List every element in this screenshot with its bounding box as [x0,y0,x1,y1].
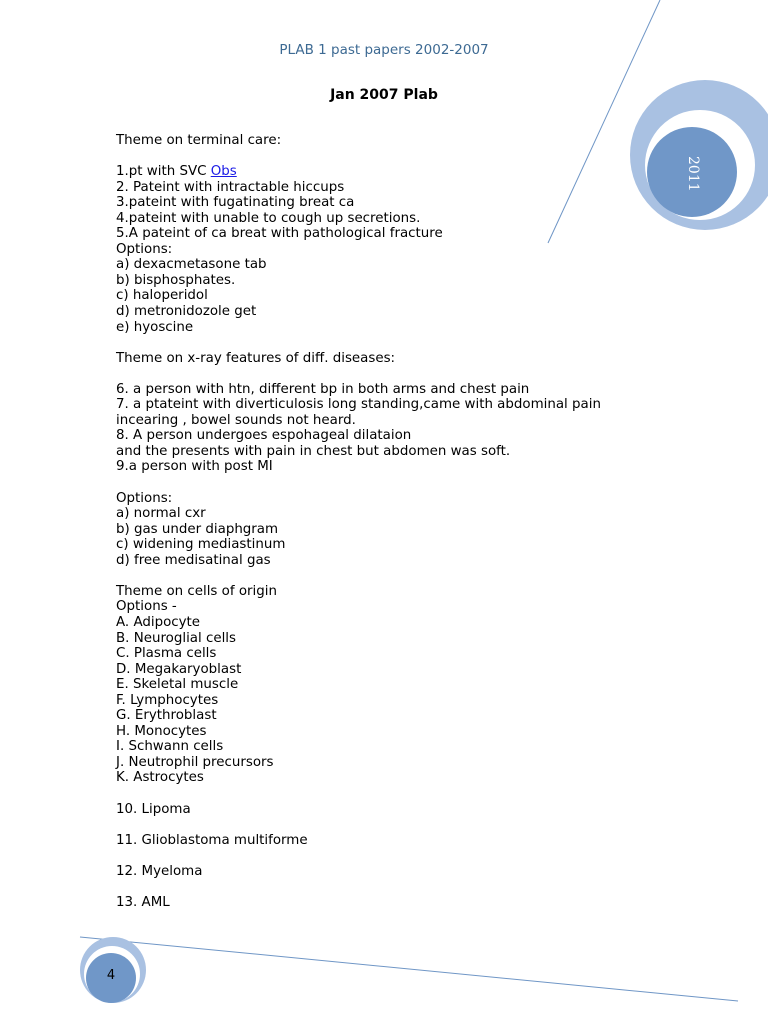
options-label: Options: [116,490,173,506]
options-label: Options - [116,599,177,615]
option-line: C. Plasma cells [116,646,217,662]
option-line: a) normal cxr [116,506,206,522]
theme-heading: Theme on terminal care: [116,133,282,148]
question-line: 6. a person with htn, different bp in both arms and chest pain [116,381,530,397]
option-line: a) dexacmetasone tab [116,257,267,273]
question-line: 10. Lipoma [116,801,191,817]
question-line: and the presents with pain in chest but abdomen was soft. [116,443,511,459]
footer-diagonal-line [80,937,738,1001]
option-line: K. Astrocytes [116,770,204,786]
theme-heading: Theme on cells of origin [116,583,277,599]
option-line: A. Adipocyte [116,614,201,630]
question-line: incearing , bowel sounds not heard. [116,412,356,428]
page-header: PLAB 1 past papers 2002-2007 [279,42,489,58]
question-line: 8. A person undergoes espohageal dilataion [116,428,412,444]
option-line: E. Skeletal muscle [116,677,239,693]
question-line: 3.pateint with fugatinating breat ca [116,195,355,211]
option-line: b) bisphosphates. [116,272,236,288]
option-line: I. Schwann cells [116,739,224,755]
question-line: 5.A pateint of ca breat with pathological fracture [116,226,443,242]
page-title: Jan 2007 Plab [330,87,438,103]
option-line: d) metronidozole get [116,304,257,320]
question-line: 7. a ptateint with diverticulosis long standing,came with abdominal pain [116,397,601,413]
option-line: G. Erythroblast [116,708,217,724]
question-line: 9.a person with post MI [116,459,273,475]
option-line: e) hyoscine [116,319,194,335]
question-line [116,164,676,180]
question-line: 13. AML [116,894,170,910]
question-text: 1.pt with SVC [116,164,211,180]
page-number: 4 [106,968,116,983]
option-line: d) free medisatinal gas [116,552,271,568]
year-badge: 2011 [685,156,701,192]
option-line: c) haloperidol [116,288,208,304]
question-line: 2. Pateint with intractable hiccups [116,179,345,195]
obs-link[interactable]: Obs [210,164,237,180]
question-line: 12. Myeloma [116,863,203,879]
question-line: 11. Glioblastoma multiforme [116,832,308,848]
option-line: b) gas under diaphgram [116,521,279,537]
option-line: F. Lymphocytes [116,692,219,708]
document-body [116,133,676,910]
option-line: B. Neuroglial cells [116,630,236,646]
option-line: H. Monocytes [116,723,207,739]
question-line: 4.pateint with unable to cough up secretions. [116,210,421,226]
option-line: D. Megakaryoblast [116,661,242,677]
option-line: J. Neutrophil precursors [116,754,274,770]
theme-heading: Theme on x-ray features of diff. diseases: [116,350,396,366]
option-line: c) widening mediastinum [116,537,286,553]
options-label: Options: [116,241,173,257]
